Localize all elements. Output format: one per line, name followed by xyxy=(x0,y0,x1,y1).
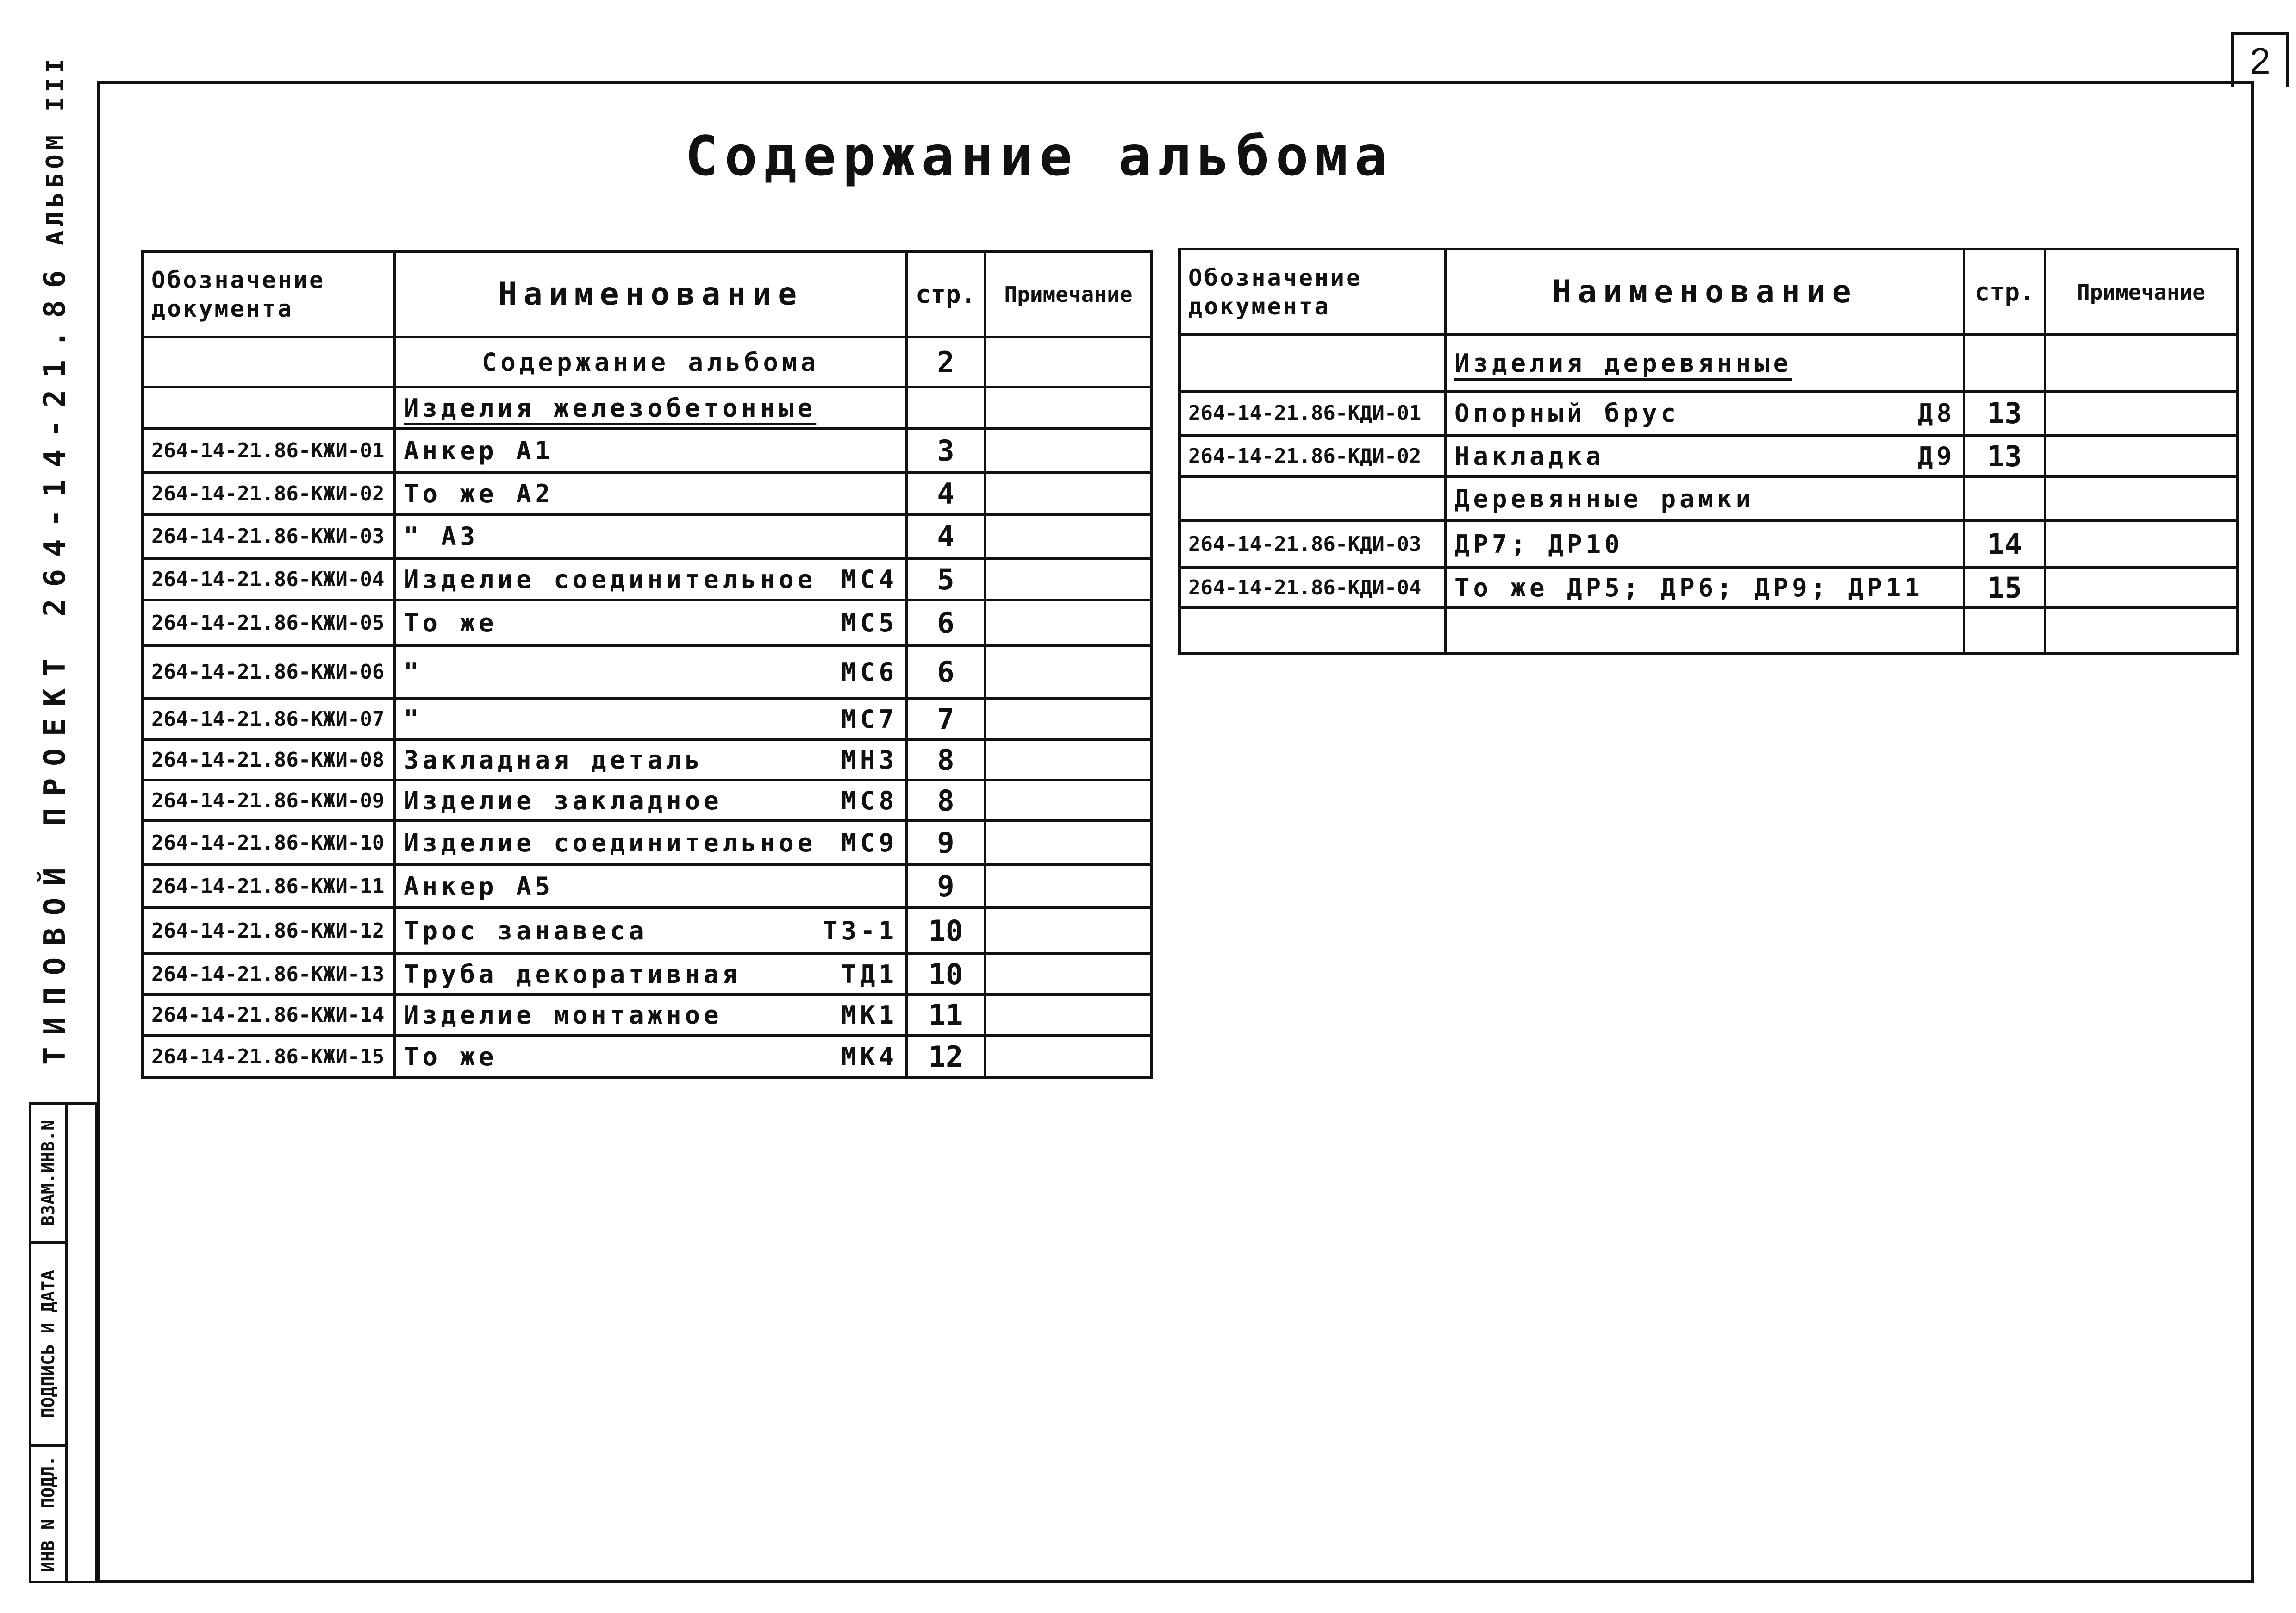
doc-mark: МС4 xyxy=(841,564,898,594)
doc-name: " xyxy=(404,657,423,687)
doc-name: Опорный брус xyxy=(1454,399,1680,428)
doc-code: 264-14-21.86-КЖИ-04 xyxy=(143,558,395,600)
doc-name: Изделие закладное xyxy=(404,786,723,815)
doc-name-cell xyxy=(395,337,906,387)
doc-name-cell xyxy=(395,514,906,558)
doc-name: То же ДР5; ДР6; ДР9; ДР11 xyxy=(1454,573,1923,602)
doc-name-cell xyxy=(395,739,906,780)
doc-mark: ТЗ-1 xyxy=(822,916,898,945)
table-row xyxy=(1179,608,2237,653)
doc-name-cell xyxy=(395,821,906,865)
note-cell xyxy=(985,865,1152,907)
table-row xyxy=(143,954,1152,994)
doc-name-cell xyxy=(1446,435,1964,477)
note-cell xyxy=(2045,608,2237,653)
table-row xyxy=(1179,335,2237,391)
doc-code xyxy=(1179,608,1446,653)
header-note: Примечание xyxy=(2045,249,2237,335)
doc-code: 264-14-21.86-КЖИ-03 xyxy=(143,514,395,558)
approval-stamp xyxy=(29,1102,98,1583)
doc-name: То же А2 xyxy=(404,479,554,508)
doc-name: Изделия железобетонные xyxy=(404,393,817,423)
table-row xyxy=(143,514,1152,558)
page-ref: 11 xyxy=(906,994,985,1035)
doc-mark: Д8 xyxy=(1917,399,1955,428)
doc-name: Накладка xyxy=(1454,441,1605,471)
doc-name-cell xyxy=(1446,567,1964,608)
contents-table-left xyxy=(141,250,1153,1079)
table-row xyxy=(143,739,1152,780)
stamp-inv-podl: ИНВ N ПОДЛ. xyxy=(38,1456,58,1572)
page-ref: 6 xyxy=(906,600,985,645)
note-cell xyxy=(985,473,1152,514)
page-ref: 13 xyxy=(1964,391,2045,435)
page-ref: 10 xyxy=(906,954,985,994)
doc-name-cell xyxy=(395,1035,906,1078)
doc-name-cell xyxy=(395,699,906,739)
doc-mark: МС8 xyxy=(841,786,898,815)
doc-code: 264-14-21.86-КДИ-03 xyxy=(1179,521,1446,567)
contents-table-right xyxy=(1178,248,2239,655)
page-ref: 8 xyxy=(906,780,985,821)
table-row xyxy=(143,865,1152,907)
doc-name: Трос занавеса xyxy=(404,916,648,945)
stamp-sign-date: ПОДПИСЬ И ДАТА xyxy=(38,1269,58,1419)
doc-code: 264-14-21.86-КЖИ-13 xyxy=(143,954,395,994)
table-row xyxy=(1179,477,2237,521)
doc-name: Анкер А1 xyxy=(404,436,554,465)
table-row xyxy=(143,600,1152,645)
note-cell xyxy=(985,337,1152,387)
page-ref: 13 xyxy=(1964,435,2045,477)
doc-name-cell xyxy=(395,429,906,473)
note-cell xyxy=(985,821,1152,865)
doc-name-cell xyxy=(1446,335,1964,391)
page-ref xyxy=(1964,477,2045,521)
table-row xyxy=(143,699,1152,739)
doc-name: Закладная деталь xyxy=(404,745,704,775)
table-row xyxy=(143,558,1152,600)
page-ref: 3 xyxy=(906,429,985,473)
doc-code: 264-14-21.86-КЖИ-09 xyxy=(143,780,395,821)
note-cell xyxy=(985,780,1152,821)
doc-name-cell xyxy=(395,865,906,907)
note-cell xyxy=(985,1035,1152,1078)
table-row xyxy=(143,387,1152,429)
doc-code: 264-14-21.86-КДИ-04 xyxy=(1179,567,1446,608)
note-cell xyxy=(2045,435,2237,477)
doc-name-cell xyxy=(395,994,906,1035)
doc-name-cell xyxy=(395,387,906,429)
header-page: стр. xyxy=(906,251,985,337)
doc-name-cell xyxy=(395,780,906,821)
page-ref: 7 xyxy=(906,699,985,739)
doc-code: 264-14-21.86-КЖИ-11 xyxy=(143,865,395,907)
note-cell xyxy=(985,600,1152,645)
table-row xyxy=(143,1035,1152,1078)
doc-name: Деревянные рамки xyxy=(1454,484,1755,513)
table-row xyxy=(1179,521,2237,567)
page-ref: 5 xyxy=(906,558,985,600)
doc-code: 264-14-21.86-КЖИ-12 xyxy=(143,907,395,954)
doc-mark: МС9 xyxy=(841,828,898,857)
note-cell xyxy=(985,387,1152,429)
note-cell xyxy=(2045,335,2237,391)
doc-code: 264-14-21.86-КЖИ-10 xyxy=(143,821,395,865)
header-page: стр. xyxy=(1964,249,2045,335)
table-row xyxy=(143,429,1152,473)
note-cell xyxy=(985,699,1152,739)
table-row xyxy=(143,907,1152,954)
doc-mark: МС7 xyxy=(841,704,898,734)
table-row xyxy=(143,821,1152,865)
doc-mark: МН3 xyxy=(841,745,898,775)
doc-code: 264-14-21.86-КДИ-01 xyxy=(1179,391,1446,435)
note-cell xyxy=(2045,477,2237,521)
table-row xyxy=(143,645,1152,699)
doc-name: " xyxy=(404,704,423,734)
doc-code: 264-14-21.86-КЖИ-08 xyxy=(143,739,395,780)
doc-code xyxy=(1179,477,1446,521)
doc-name-cell xyxy=(395,645,906,699)
table-row xyxy=(143,780,1152,821)
page-number: 2 xyxy=(2231,32,2289,87)
doc-code: 264-14-21.86-КДИ-02 xyxy=(1179,435,1446,477)
table-row xyxy=(143,337,1152,387)
table-row xyxy=(143,473,1152,514)
doc-code: 264-14-21.86-КЖИ-15 xyxy=(143,1035,395,1078)
project-label: ТИПОВОЙ ПРОЕКТ 264-14-21.86 xyxy=(38,258,72,1065)
page-ref: 8 xyxy=(906,739,985,780)
doc-code: 264-14-21.86-КЖИ-07 xyxy=(143,699,395,739)
doc-name: Труба декоративная xyxy=(404,959,742,989)
doc-name-cell xyxy=(395,600,906,645)
doc-name: Содержание альбома xyxy=(481,347,820,377)
note-cell xyxy=(985,514,1152,558)
doc-code: 264-14-21.86-КЖИ-01 xyxy=(143,429,395,473)
note-cell xyxy=(2045,521,2237,567)
page-ref xyxy=(1964,608,2045,653)
page-ref: 6 xyxy=(906,645,985,699)
table-row xyxy=(143,994,1152,1035)
page-ref: 9 xyxy=(906,865,985,907)
page-ref: 12 xyxy=(906,1035,985,1078)
page-title: Содержание альбома xyxy=(685,124,1394,188)
note-cell xyxy=(2045,391,2237,435)
doc-mark: Д9 xyxy=(1917,441,1955,471)
doc-name-cell xyxy=(1446,521,1964,567)
page-ref: 9 xyxy=(906,821,985,865)
doc-name: Изделие соединительное xyxy=(404,564,817,594)
page-ref: 10 xyxy=(906,907,985,954)
stamp-vzam-inv: ВЗАМ.ИНВ.N xyxy=(38,1119,58,1226)
note-cell xyxy=(985,907,1152,954)
doc-name: То же xyxy=(404,1042,498,1071)
album-label: АЛЬБОМ III xyxy=(42,54,69,245)
doc-code: 264-14-21.86-КЖИ-05 xyxy=(143,600,395,645)
note-cell xyxy=(985,558,1152,600)
page-ref: 14 xyxy=(1964,521,2045,567)
doc-name-cell xyxy=(1446,608,1964,653)
doc-name-cell xyxy=(395,907,906,954)
doc-mark: МС6 xyxy=(841,657,898,687)
doc-name-cell xyxy=(1446,477,1964,521)
doc-code: 264-14-21.86-КЖИ-06 xyxy=(143,645,395,699)
doc-code: 264-14-21.86-КЖИ-02 xyxy=(143,473,395,514)
doc-name: Изделия деревянные xyxy=(1454,348,1792,378)
doc-name-cell xyxy=(1446,391,1964,435)
header-code: Обозначение документа xyxy=(1179,249,1446,335)
doc-name: Анкер А5 xyxy=(404,871,554,901)
doc-name: ДР7; ДР10 xyxy=(1454,529,1623,559)
doc-mark: ТД1 xyxy=(841,959,898,989)
doc-code xyxy=(143,387,395,429)
doc-name-cell xyxy=(395,473,906,514)
doc-name: То же xyxy=(404,608,498,638)
note-cell xyxy=(985,645,1152,699)
table-row xyxy=(1179,567,2237,608)
page-ref: 2 xyxy=(906,337,985,387)
doc-mark: МК1 xyxy=(841,1000,898,1030)
page-ref xyxy=(906,387,985,429)
note-cell xyxy=(985,739,1152,780)
table-row xyxy=(1179,435,2237,477)
header-name: Наименование xyxy=(1446,249,1964,335)
note-cell xyxy=(985,429,1152,473)
table-row xyxy=(1179,391,2237,435)
page-ref: 15 xyxy=(1964,567,2045,608)
doc-code xyxy=(1179,335,1446,391)
page-ref xyxy=(1964,335,2045,391)
doc-mark: МК4 xyxy=(841,1042,898,1071)
note-cell xyxy=(2045,567,2237,608)
doc-name-cell xyxy=(395,558,906,600)
note-cell xyxy=(985,994,1152,1035)
header-code: Обозначение документа xyxy=(143,251,395,337)
page-ref: 4 xyxy=(906,514,985,558)
doc-name: " А3 xyxy=(404,522,479,551)
page-ref: 4 xyxy=(906,473,985,514)
doc-code xyxy=(143,337,395,387)
header-name: Наименование xyxy=(395,251,906,337)
doc-name-cell xyxy=(395,954,906,994)
doc-name: Изделие соединительное xyxy=(404,828,817,857)
doc-name: Изделие монтажное xyxy=(404,1000,723,1030)
doc-mark: МС5 xyxy=(841,608,898,638)
doc-code: 264-14-21.86-КЖИ-14 xyxy=(143,994,395,1035)
header-note: Примечание xyxy=(985,251,1152,337)
note-cell xyxy=(985,954,1152,994)
